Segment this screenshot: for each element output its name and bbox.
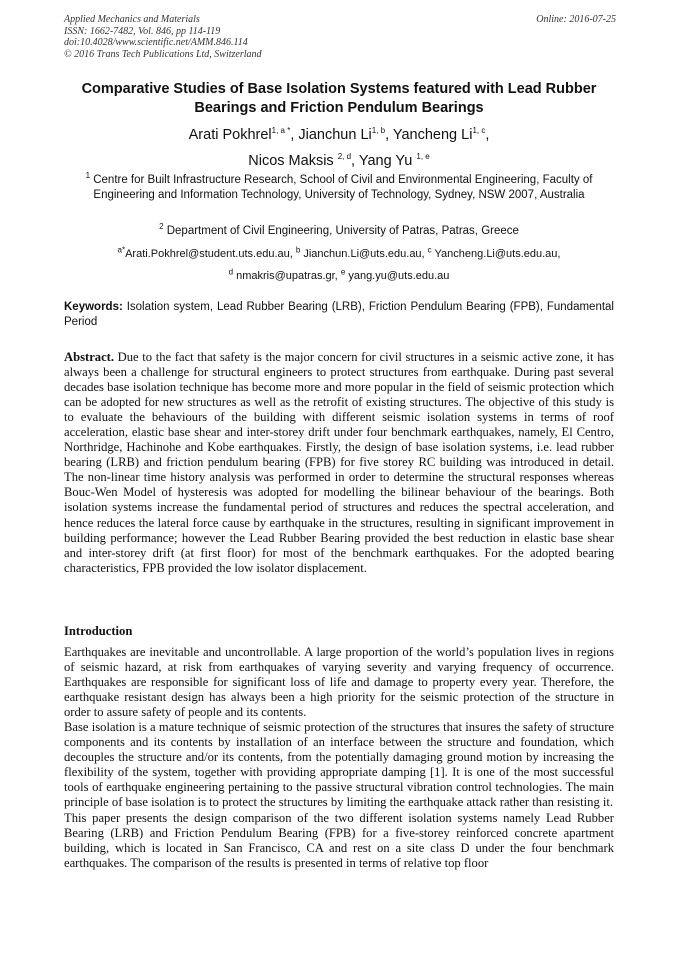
affiliation-1: $^1$ Centre for Built Infrastructure Research, School of Civil and Environmental Engineering, Faculty of Engineering and Information Technology, University of Technology, Sydney, NSW 2007, Australia bbox=[85, 171, 593, 201]
abstract-label: Abstract. bbox=[64, 350, 115, 364]
author: Jianchun Li$^{1, b}$, bbox=[298, 126, 393, 143]
author: Arati Pokhrel$^{1, a *}$, bbox=[188, 126, 299, 143]
email-list bbox=[64, 243, 614, 287]
keywords bbox=[64, 300, 614, 330]
keywords-label: Keywords: bbox=[64, 301, 123, 313]
email-link[interactable]: $^b$ Jianchun.Li@uts.edu.au, bbox=[295, 245, 428, 260]
email-link[interactable]: $^c$ Yancheng.Li@uts.edu.au, bbox=[427, 245, 561, 260]
paragraph: This paper presents the design comparison of the two different isolation systems namely Lead Rubber Bearing (LRB) and Friction Pendulum Bearing (FPB) for a five-storey reinforced concrete apartment building, which is located in San Francisco, CA and rest on a site class D under the four benchmark earthquakes. The comparison of the results is presented in terms of relative top floor bbox=[64, 810, 614, 870]
journal-name: Applied Mechanics and Materials bbox=[64, 14, 200, 25]
copyright-line: © 2016 Trans Tech Publications Ltd, Switzerland bbox=[64, 48, 262, 60]
paper-title: Comparative Studies of Base Isolation Systems featured with Lead Rubber Bearings and Friction Pendulum Bearings bbox=[81, 81, 597, 116]
section-heading-introduction: Introduction bbox=[64, 624, 133, 638]
author: Yang Yu $^{1, e}$ bbox=[358, 152, 430, 169]
paragraph: Base isolation is a mature technique of seismic protection of the structures that insures the safety of structure components and its contents by installation of an interface between the structure and foundation, which decouples the structure and/or its contents, from the potentially damaging ground motion by increasing the flexibility of the system, together with providing appropriate damping [1]. It is one of the most successful tools of earthquake engineering pertaining to the passive structural vibration control technologies. The main principle of base isolation is to protect the structures by limiting the earthquake attack rather than resisting it. bbox=[64, 720, 614, 810]
introduction-body bbox=[64, 645, 614, 871]
paragraph: Earthquakes are inevitable and uncontrollable. A large proportion of the world’s population lives in regions of seismic hazard, at risk from earthquakes of varying severity and varying frequency of occurrence. Earthquakes are responsible for significant loss of life and damage to property every year. Therefore, the earthquake resistant design has always been a high priority for the seismic protection of the structure in order to assure safety of people and its contents. bbox=[64, 645, 614, 720]
author: Yancheng Li$^{1, c}$, bbox=[392, 126, 490, 143]
affiliation-2: $^2$ Department of Civil Engineering, University of Patras, Patras, Greece bbox=[159, 222, 519, 237]
abstract bbox=[64, 350, 614, 576]
email-link[interactable]: $^e$ yang.yu@uts.edu.au bbox=[340, 267, 450, 282]
author: Nicos Maksis $^{2, d}$, bbox=[248, 152, 356, 169]
issn-line: ISSN: 1662-7482, Vol. 846, pp 114-119 bbox=[64, 25, 221, 37]
abstract-text: Due to the fact that safety is the major concern for civil structures in a seismic active zone, it has always been a challenge for structural engineers to protect structures from earthquake. During past several decades base isolation technique has become more and more popular in the field of seismic protection which can be adopted for new structures as well as the retrofit of existing structures. The objective of this study is to evaluate the behaviours of the building with different seismic isolation systems in terms of roof acceleration, elastic base shear and inter-storey drift under four benchmark earthquakes, namely, El Centro, Northridge, Hachinohe and Kobe earthquakes. Firstly, the design of base isolation systems, i.e. lead rubber bearing (LRB) and friction pendulum bearing (FPB) for five storey RC building was introduced in detail. The non-linear time history analysis was performed in order to determine the structural responses whereas Bouc-Wen Model of hysteresis was adopted for modelling the bilinear behaviour of the bearings. Both isolation systems increase the fundamental period of structures and reduces the spectral acceleration, and hence reduces the lateral force cause by earthquake in the structures, resulting in significant improvement in building performance; however the Lead Rubber Bearing provided the best reduction in elastic base shear and inter-storey drift (at first floor) for most of the benchmark earthquakes. For the adopted bearing characteristics, FPB provided the low isolator displacement. bbox=[64, 350, 614, 575]
online-date: Online: 2016-07-25 bbox=[536, 14, 616, 25]
keywords-text: Isolation system, Lead Rubber Bearing (LRB), Friction Pendulum Bearing (FPB), Fundamental Period bbox=[64, 301, 614, 328]
doi-line: doi:10.4028/www.scientific.net/AMM.846.114 bbox=[64, 37, 248, 48]
email-link[interactable]: $^{a*}$Arati.Pokhrel@student.uts.edu.au, bbox=[117, 245, 296, 260]
email-link[interactable]: $^d$ nmakris@upatras.gr, bbox=[228, 267, 341, 282]
author-list bbox=[64, 122, 614, 174]
journal-header bbox=[64, 14, 262, 60]
